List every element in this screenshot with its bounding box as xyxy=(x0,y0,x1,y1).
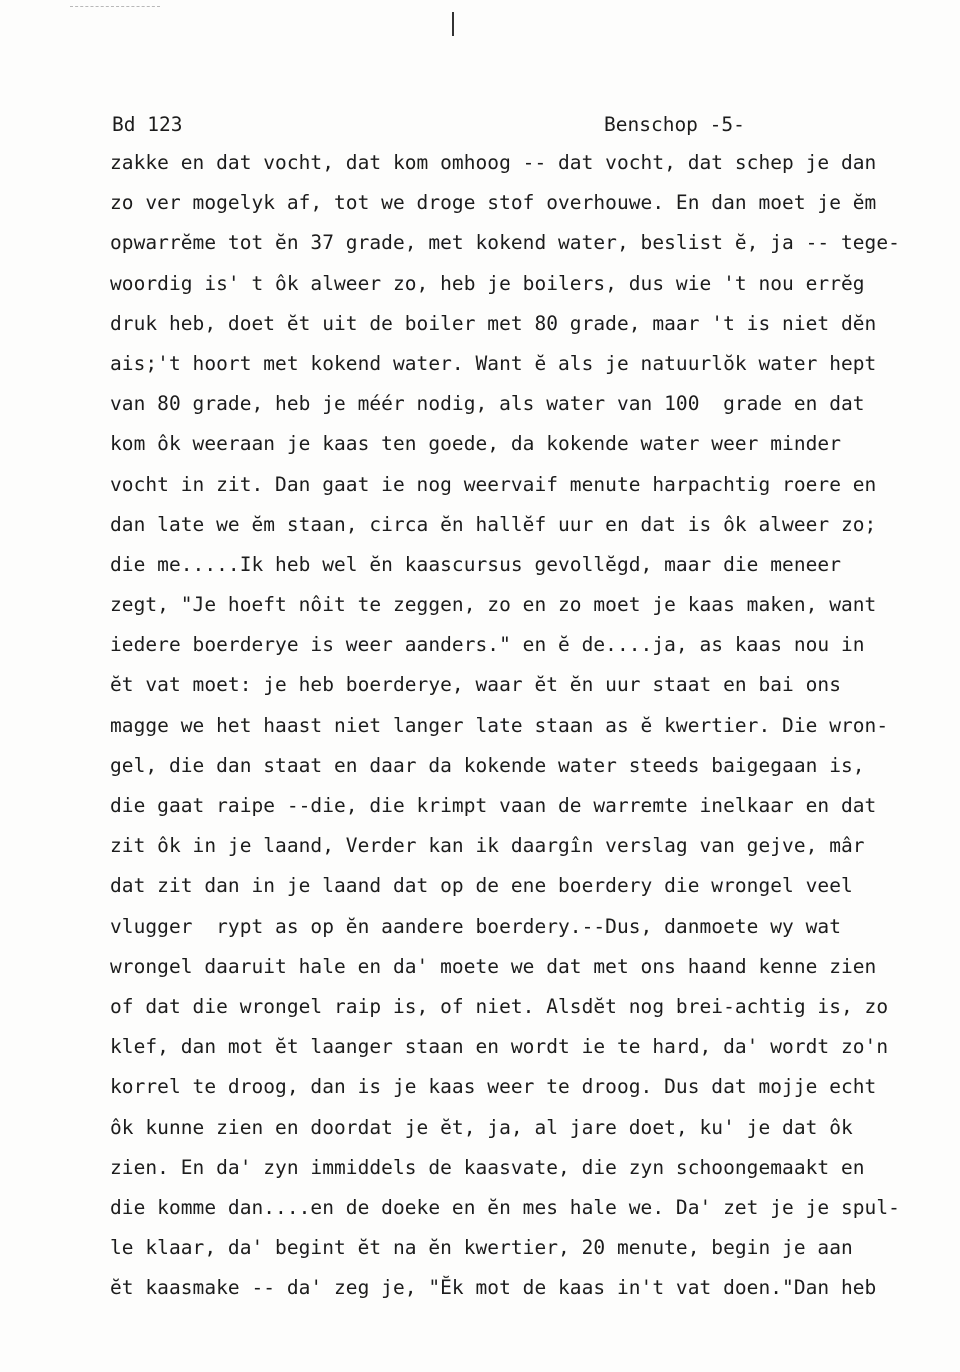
text-line: kom ôk weeraan je kaas ten goede, da kokende water weer minder xyxy=(110,432,841,456)
text-line: zegt, "Je hoeft nôit te zeggen, zo en zo moet je kaas maken, want xyxy=(110,593,877,617)
text-line: dat zit dan in je laand dat op de ene boerdery die wrongel veel xyxy=(110,874,853,898)
transcript-body xyxy=(110,143,950,1308)
text-line: wrongel daaruit hale en da' moete we dat met ons haand kenne zien xyxy=(110,954,877,978)
text-line: zit ôk in je laand, Verder kan ik daargîn verslag van gejve, mâr xyxy=(110,834,865,858)
text-line: klef, dan mot ĕt laanger staan en wordt ie te hard, da' wordt zo'n xyxy=(110,1035,889,1059)
page-label: Benschop -5- xyxy=(604,113,745,136)
text-line: ais;'t hoort met kokend water. Want ĕ als je natuurlŏk water hept xyxy=(110,351,877,375)
text-line: die me.....Ik heb wel ĕn kaascursus gevollĕgd, maar die meneer xyxy=(110,552,841,576)
text-line: zien. En da' zyn immiddels de kaasvate, die zyn schoongemaakt en xyxy=(110,1155,865,1179)
text-line: magge we het haast niet langer late staan as ĕ kwertier. Die wron- xyxy=(110,713,889,737)
top-edge-marks xyxy=(70,6,160,9)
text-line: druk heb, doet ĕt uit de boiler met 80 grade, maar 't is niet dĕn xyxy=(110,311,877,335)
text-line: woordig is' t ôk alweer zo, heb je boilers, dus wie 't nou errĕg xyxy=(110,271,865,295)
text-line: die gaat raipe --die, die krimpt vaan de warremte inelkaar en dat xyxy=(110,794,877,817)
text-line: vocht in zit. Dan gaat ie nog weervaif menute harpachtig roere en xyxy=(110,472,877,496)
text-line: van 80 grade, heb je méér nodig, als water van 100 grade en dat xyxy=(110,392,865,416)
text-line: of dat die wrongel raip is, of niet. Alsdĕt nog brei-achtig is, zo xyxy=(110,994,889,1018)
text-line: ĕt vat moet: je heb boerderye, waar ĕt ĕn uur staat en bai ons xyxy=(110,673,841,697)
text-line: gel, die dan staat en daar da kokende water steeds baigegaan is, xyxy=(110,753,865,777)
page-header xyxy=(112,110,812,140)
text-line: vlugger rypt as op ĕn aandere boerdery.--Dus, danmoete wy wat xyxy=(110,914,841,938)
document-id: Bd 123 xyxy=(112,113,183,136)
center-tick-mark xyxy=(452,12,454,36)
text-line: opwarrĕme tot ĕn 37 grade, met kokend water, beslist ĕ, ja -- tege- xyxy=(110,231,900,255)
text-line: iedere boerderye is weer aanders." en ĕ de....ja, as kaas nou in xyxy=(110,633,865,657)
text-line: dan late we ĕm staan, circa ĕn hallĕf uur en dat is ôk alweer zo; xyxy=(110,512,877,536)
text-line: ôk kunne zien en doordat je ĕt, ja, al jare doet, ku' je dat ôk xyxy=(110,1115,853,1139)
text-line: korrel te droog, dan is je kaas weer te droog. Dus dat mojje echt xyxy=(110,1075,877,1099)
text-line: le klaar, da' begint ĕt na ĕn kwertier, 20 menute, begin je aan xyxy=(110,1236,853,1260)
text-line: zakke en dat vocht, dat kom omhoog -- dat vocht, dat schep je dan xyxy=(110,151,877,174)
text-line: ĕt kaasmake -- da' zeg je, "Ĕk mot de kaas in't vat doen."Dan heb xyxy=(110,1276,877,1300)
text-line: die komme dan....en de doeke en ĕn mes hale we. Da' zet je je spul- xyxy=(110,1195,900,1219)
text-line: zo ver mogelyk af, tot we droge stof overhouwe. En dan moet je ĕm xyxy=(110,191,877,215)
